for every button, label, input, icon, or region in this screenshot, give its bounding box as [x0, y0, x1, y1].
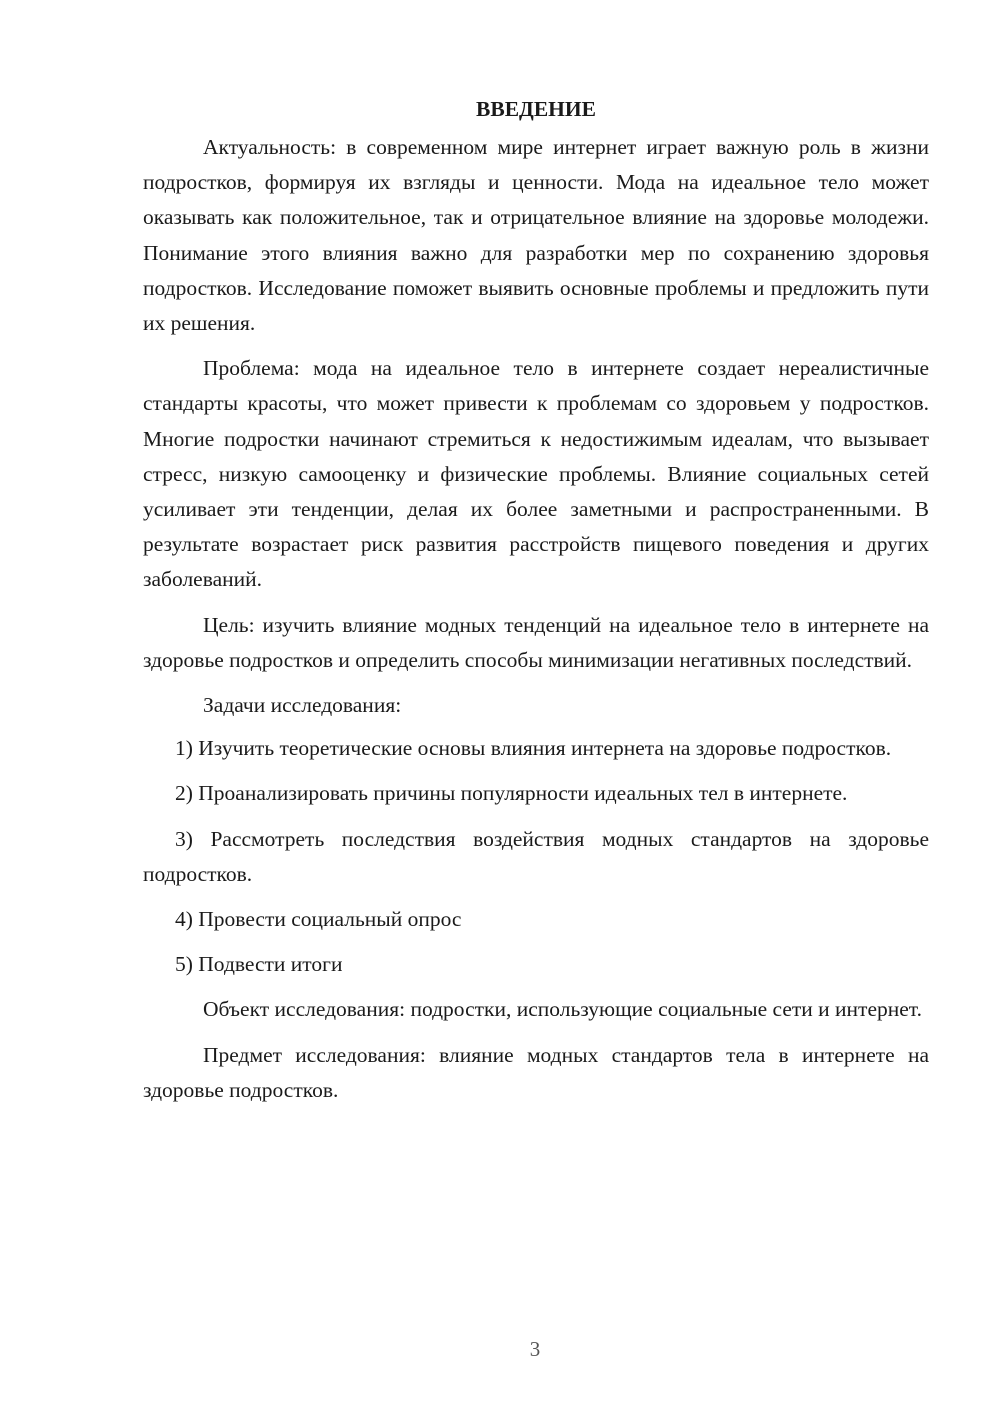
- page-number: 3: [529, 1337, 541, 1361]
- task-item-3: 3) Рассмотреть последствия воздействия модных стандартов на здоровье подростков.: [143, 826, 929, 886]
- task-item-2: 2) Проанализировать причины популярности идеальных тел в интернете.: [175, 781, 848, 806]
- task-item-5: 5) Подвести итоги: [175, 952, 343, 977]
- subject-paragraph: Предмет исследования: влияние модных стандартов тела в интернете на здоровье подростков.: [143, 1042, 929, 1102]
- task-item-1: 1) Изучить теоретические основы влияния интернета на здоровье подростков.: [175, 736, 892, 761]
- tasks-title: Задачи исследования:: [203, 693, 402, 718]
- object-paragraph: Объект исследования: подростки, использующие социальные сети и интернет.: [203, 997, 922, 1022]
- page-title: ВВЕДЕНИЕ: [476, 97, 596, 121]
- page-content: [143, 92, 929, 1118]
- goal-paragraph: Цель: изучить влияние модных тенденций на идеальное тело в интернете на здоровье подростков и определить способы минимизации негативных последствий.: [143, 612, 929, 672]
- task-item-4: 4) Провести социальный опрос: [175, 907, 462, 932]
- problem-paragraph: Проблема: мода на идеальное тело в интернете создает нереалистичные стандарты красоты, что может привести к проблемам со здоровьем у подростков. Многие подростки начинают стремиться к недостижимым идеалам, что вызывает стресс, низкую самооценку и физические проблемы. Влияние социальных сетей усиливает эти тенденции, делая их более заметными и распространенными. В результате возрастает риск развития расстройств пищевого поведения и других заболеваний.: [143, 356, 929, 592]
- relevance-paragraph: Актуальность: в современном мире интернет играет важную роль в жизни подростков, формируя их взгляды и ценности. Мода на идеальное тело может оказывать как положительное, так и отрицательное влияние на здоровье молодежи. Понимание этого влияния важно для разработки мер по сохранению здоровья подростков. Исследование поможет выявить основные проблемы и предложить пути их решения.: [143, 135, 929, 336]
